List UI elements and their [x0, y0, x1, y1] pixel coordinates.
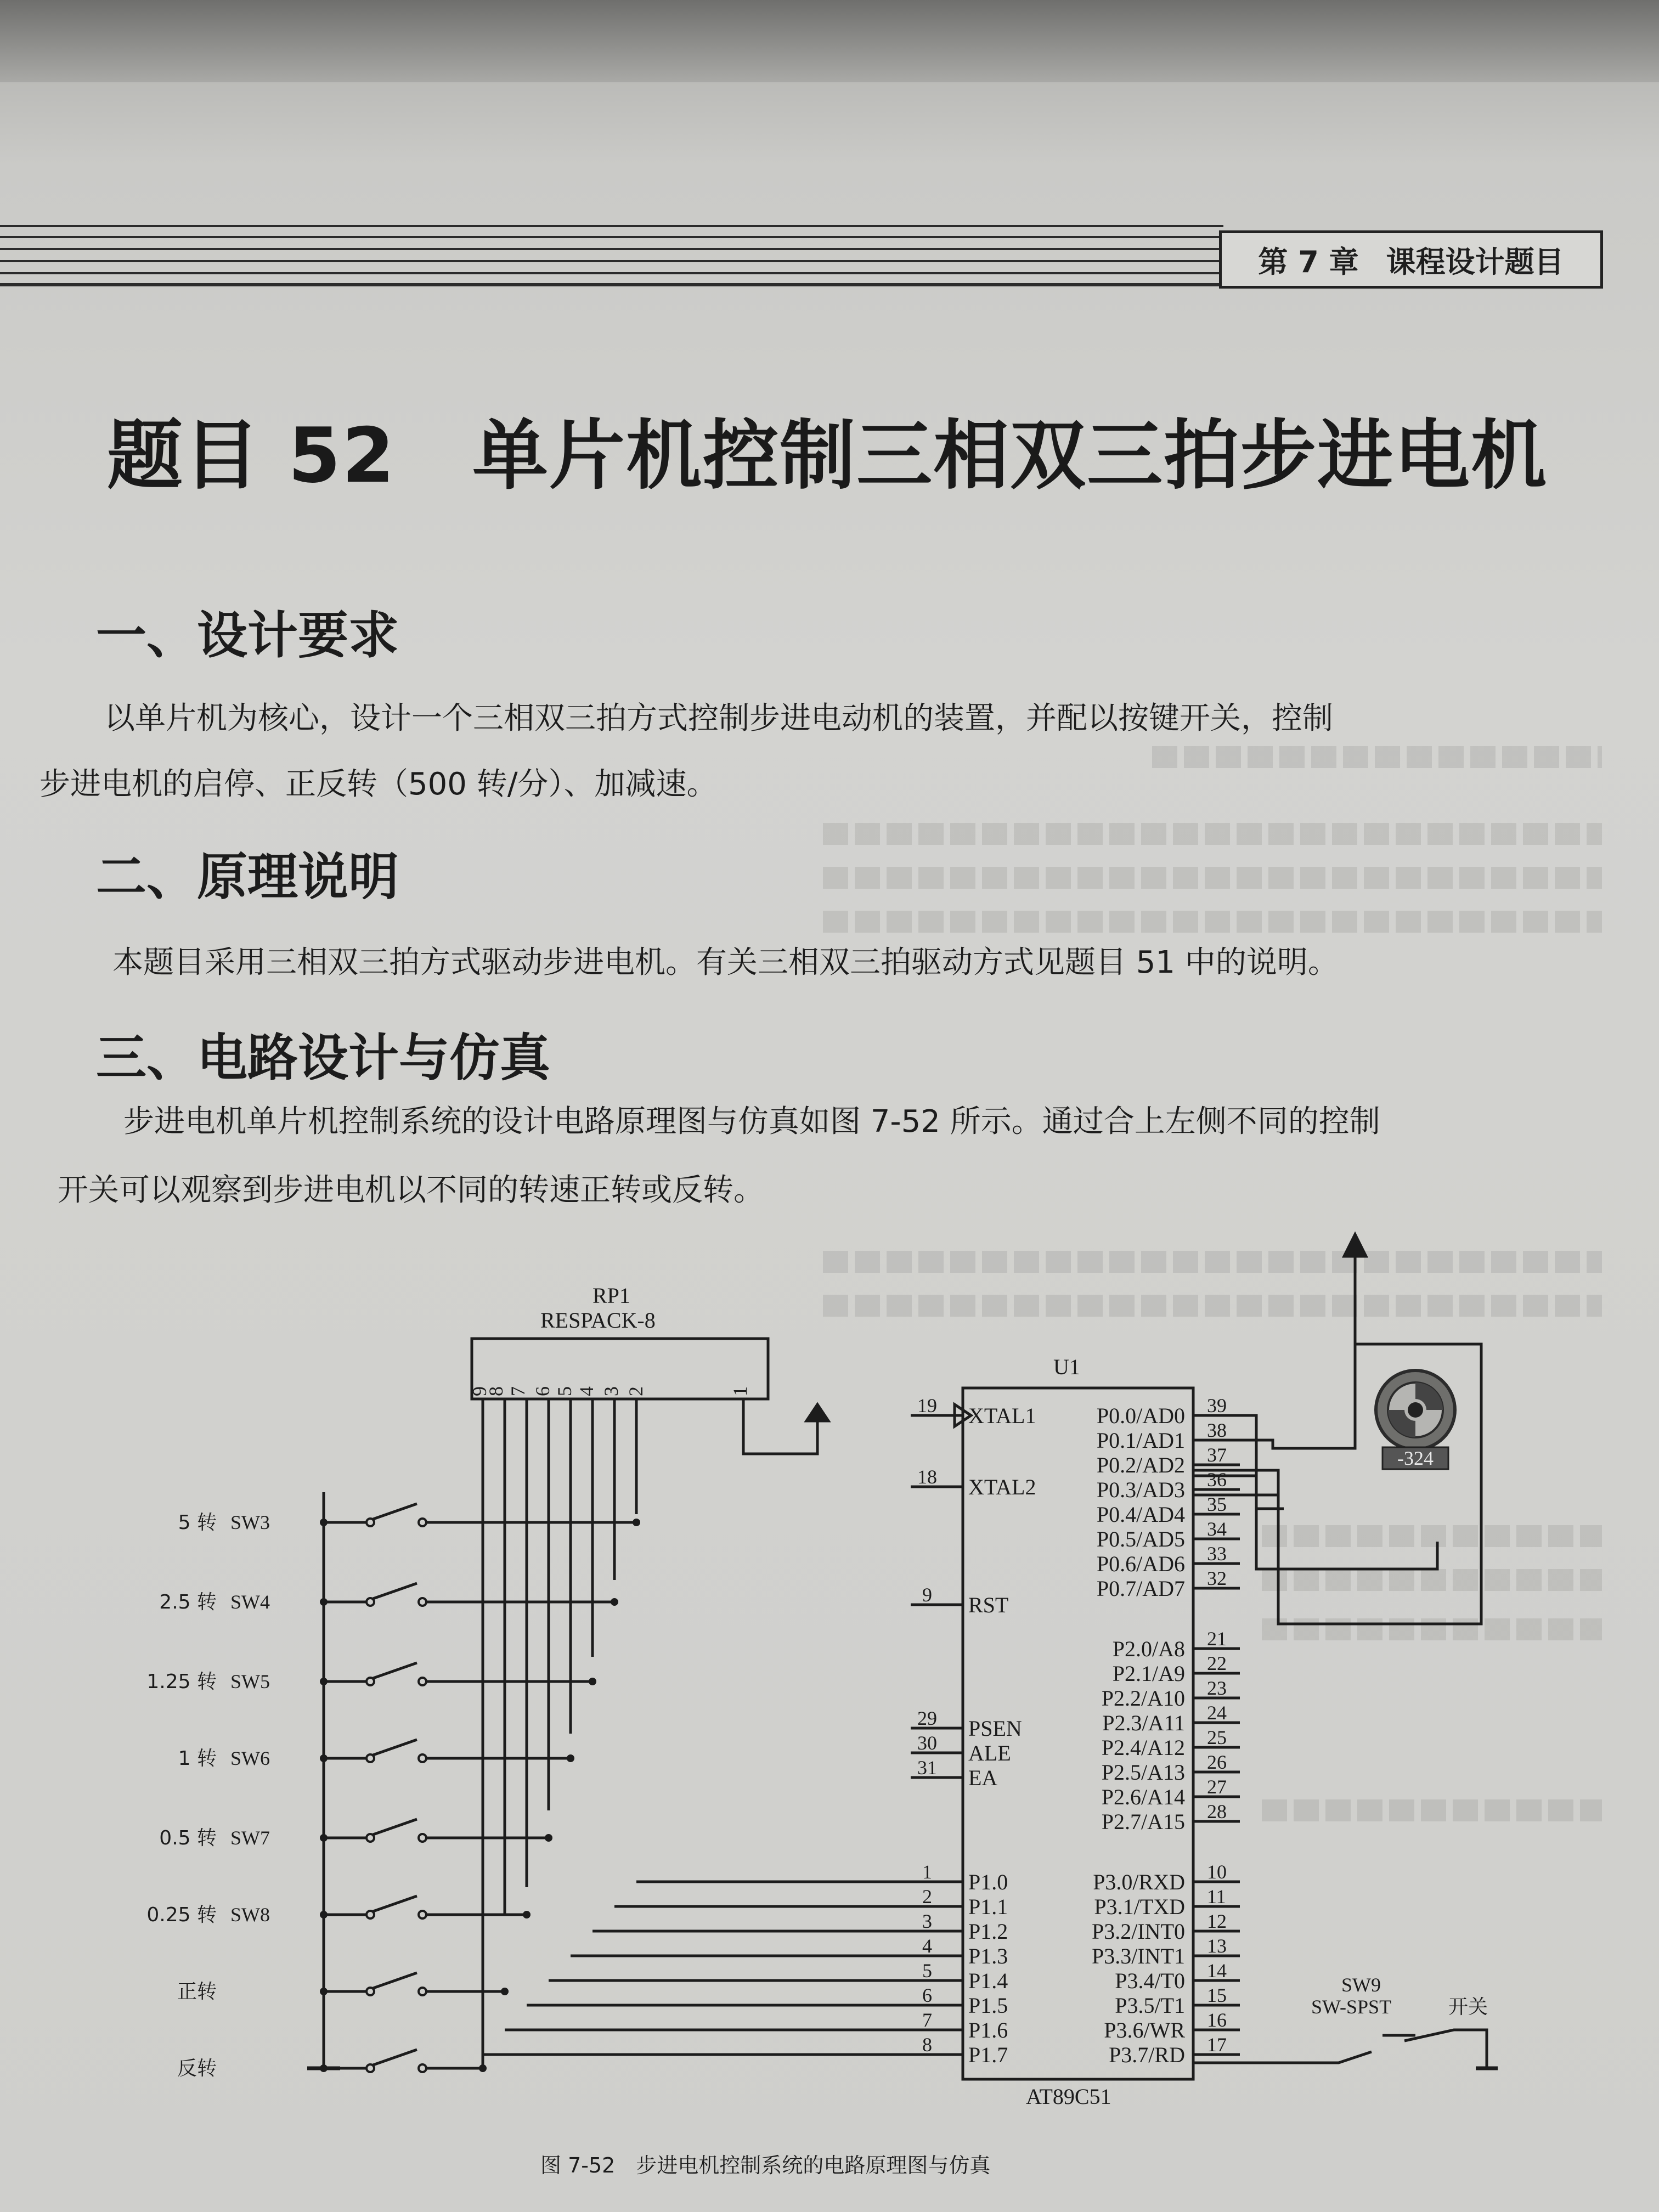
mcu-pin-name: PSEN — [968, 1716, 1022, 1741]
mcu-pin-name: P2.2/A10 — [1101, 1686, 1185, 1711]
mcu-pin-name: P1.7 — [968, 2042, 1008, 2067]
switch-speed-label: 5 转 — [178, 1511, 217, 1534]
mcu-pin-number: 10 — [1207, 1861, 1227, 1883]
mcu-pin-name: P1.1 — [968, 1894, 1008, 1919]
mcu-pin-name: P2.4/A12 — [1101, 1735, 1185, 1760]
mcu-pin-number: 6 — [922, 1984, 932, 2006]
mcu-pin-number: 5 — [922, 1960, 932, 1982]
mcu-pin-number: 2 — [922, 1886, 932, 1908]
mcu-pin-number: 1 — [922, 1861, 932, 1883]
mcu-pin-name: P2.7/A15 — [1101, 1809, 1185, 1834]
respack-pin-number: 9 — [469, 1386, 490, 1396]
chip-label: AT89C51 — [1026, 2084, 1111, 2109]
mcu-pin-name: P1.0 — [968, 1870, 1008, 1894]
sw9-caption: 开关 — [1448, 1996, 1488, 2018]
mcu-pin-number: 13 — [1207, 1935, 1227, 1957]
switch-lever[interactable] — [373, 1663, 417, 1678]
switch-lever[interactable] — [373, 1504, 417, 1519]
mcu-pin-name: P1.3 — [968, 1944, 1008, 1968]
rp1-label: RP1 — [592, 1283, 630, 1308]
mcu-pin-name: P1.6 — [968, 2018, 1008, 2042]
mcu-pin-number: 33 — [1207, 1543, 1227, 1565]
mcu-pin-name: P0.7/AD7 — [1096, 1576, 1185, 1601]
chapter-title: 课程设计题目 — [1386, 244, 1564, 279]
respack-pin-number: 5 — [554, 1386, 575, 1396]
mcu-pin-name: P0.4/AD4 — [1096, 1502, 1185, 1527]
u1-label: U1 — [1053, 1355, 1080, 1379]
switch-speed-label: 2.5 转 — [159, 1591, 217, 1613]
mcu-pin-number: 23 — [1207, 1677, 1227, 1699]
respack-pin-number: 1 — [729, 1386, 751, 1396]
mcu-pin-number: 22 — [1207, 1652, 1227, 1674]
mcu-pin-number: 34 — [1207, 1518, 1227, 1540]
mcu-pin-number: 18 — [917, 1466, 937, 1488]
switch-speed-label: 反转 — [177, 2057, 217, 2080]
mcu-pin-number: 27 — [1207, 1776, 1227, 1798]
respack-pin-number: 4 — [575, 1386, 597, 1396]
paragraph-line: 步进电机的启停、正反转（500 转/分）、加减速。 — [40, 766, 718, 802]
mcu-pin-name: P3.5/T1 — [1115, 1993, 1185, 2018]
motor-readout: -324 — [1397, 1447, 1434, 1469]
respack-pin-number: 3 — [600, 1386, 622, 1396]
switch-name: SW8 — [230, 1904, 270, 1926]
mcu-pin-name: P0.0/AD0 — [1096, 1403, 1185, 1428]
figure-caption: 图 7-52 步进电机控制系统的电路原理图与仿真 — [540, 2153, 991, 2177]
section-heading-2: 二、原理说明 — [96, 848, 399, 906]
mcu-pin-number: 38 — [1207, 1419, 1227, 1441]
mcu-pin-number: 21 — [1207, 1628, 1227, 1650]
mcu-pin-number: 36 — [1207, 1469, 1227, 1491]
switch-speed-label: 1 转 — [178, 1747, 217, 1770]
mcu-pin-name: XTAL2 — [968, 1475, 1036, 1499]
switch-contact — [366, 1519, 374, 1526]
mcu-pin-name: P1.5 — [968, 1993, 1008, 2018]
mcu-pin-number: 30 — [917, 1732, 937, 1754]
switch-contact — [366, 2064, 374, 2072]
mcu-pin-name: P3.7/RD — [1109, 2042, 1185, 2067]
switch-speed-label: 0.25 转 — [146, 1904, 217, 1926]
mcu-pin-name: ALE — [968, 1741, 1011, 1765]
respack-label: RESPACK-8 — [540, 1308, 656, 1333]
mcu-pin-number: 19 — [917, 1395, 937, 1417]
mcu-pin-number: 26 — [1207, 1751, 1227, 1773]
mcu-pin-number: 9 — [922, 1584, 932, 1606]
respack-pin-number: 7 — [507, 1386, 529, 1396]
mcu-pin-number: 25 — [1207, 1726, 1227, 1748]
mcu-pin-number: 4 — [922, 1935, 932, 1957]
switch-contact — [366, 1678, 374, 1685]
mcu-pin-name: P0.6/AD6 — [1096, 1551, 1185, 1576]
switch-contact — [366, 1754, 374, 1762]
respack-pin-number: 6 — [532, 1386, 554, 1396]
switch-speed-label: 正转 — [177, 1980, 217, 2003]
mcu-pin-name: P1.2 — [968, 1919, 1008, 1944]
mcu-pin-number: 7 — [922, 2009, 932, 2031]
switch-lever[interactable] — [373, 1973, 417, 1988]
mcu-pin-name: XTAL1 — [968, 1403, 1036, 1428]
switch-lever[interactable] — [373, 2050, 417, 2065]
switch-speed-label: 0.5 转 — [159, 1827, 217, 1849]
switch-lever[interactable] — [373, 1740, 417, 1755]
mcu-pin-name: P3.3/INT1 — [1092, 1944, 1185, 1968]
section-heading-3: 三、电路设计与仿真 — [96, 1029, 551, 1087]
mcu-pin-number: 29 — [917, 1707, 937, 1729]
switch-contact — [366, 1911, 374, 1918]
paragraph-line: 开关可以观察到步进电机以不同的转速正转或反转。 — [58, 1172, 764, 1208]
switch-lever[interactable] — [373, 1896, 417, 1911]
mcu-pin-number: 37 — [1207, 1444, 1227, 1466]
switch-name: SW7 — [230, 1827, 270, 1849]
mcu-pin-number: 3 — [922, 1910, 932, 1932]
mcu-pin-name: P2.3/A11 — [1102, 1711, 1185, 1735]
mcu-pin-name: P3.1/TXD — [1094, 1894, 1185, 1919]
mcu-pin-number: 15 — [1207, 1984, 1227, 2006]
mcu-pin-number: 12 — [1207, 1910, 1227, 1932]
switch-contact — [366, 1834, 374, 1842]
respack-pin-number: 2 — [625, 1386, 647, 1396]
switch-name: SW5 — [230, 1671, 270, 1692]
mcu-pin-name: P3.2/INT0 — [1092, 1919, 1185, 1944]
mcu-pin-name: P2.6/A14 — [1101, 1785, 1185, 1809]
mcu-pin-number: 17 — [1207, 2034, 1227, 2056]
sw9-label: SW9 — [1341, 1974, 1381, 1996]
sw9-type: SW-SPST — [1311, 1996, 1392, 2018]
switch-lever[interactable] — [373, 1819, 417, 1835]
mcu-pin-number: 35 — [1207, 1493, 1227, 1515]
mcu-pin-name: RST — [968, 1593, 1009, 1617]
mcu-pin-name: P2.1/A9 — [1112, 1661, 1185, 1686]
switch-name: SW6 — [230, 1747, 270, 1769]
mcu-pin-name: P2.0/A8 — [1112, 1637, 1185, 1661]
mcu-pin-number: 24 — [1207, 1702, 1227, 1724]
paragraph-line: 本题目采用三相双三拍方式驱动步进电机。有关三相双三拍驱动方式见题目 51 中的说明。 — [112, 945, 1339, 980]
switch-contact — [366, 1598, 374, 1606]
respack-pin-number: 8 — [485, 1386, 507, 1396]
page-title: 题目 52 单片机控制三相双三拍步进电机 — [107, 411, 1548, 500]
mcu-pin-name: P2.5/A13 — [1101, 1760, 1185, 1785]
mcu-pin-name: P3.4/T0 — [1115, 1968, 1185, 1993]
mcu-pin-name: P0.1/AD1 — [1096, 1428, 1185, 1453]
mcu-pin-number: 31 — [917, 1757, 937, 1779]
mcu-pin-number: 14 — [1207, 1960, 1227, 1982]
mcu-pin-name: P0.5/AD5 — [1096, 1527, 1185, 1551]
chapter-number: 第 7 章 — [1258, 244, 1359, 279]
switch-contact — [366, 1988, 374, 1995]
switch-name: SW4 — [230, 1591, 270, 1613]
mcu-pin-name: P3.0/RXD — [1093, 1870, 1185, 1894]
section-heading-1: 一、设计要求 — [96, 606, 399, 665]
mcu-pin-name: P1.4 — [968, 1968, 1008, 1993]
mcu-pin-number: 16 — [1207, 2009, 1227, 2031]
paragraph-line: 以单片机为核心，设计一个三相双三拍方式控制步进电动机的装置，并配以按键开关，控制 — [104, 701, 1333, 736]
mcu-pin-number: 32 — [1207, 1567, 1227, 1589]
paragraph-line: 步进电机单片机控制系统的设计电路原理图与仿真如图 7-52 所示。通过合上左侧不同的控制 — [123, 1104, 1380, 1139]
mcu-pin-name: P0.3/AD3 — [1096, 1477, 1185, 1502]
switch-lever[interactable] — [373, 1583, 417, 1599]
switch-speed-label: 1.25 转 — [146, 1671, 217, 1693]
mcu-pin-number: 28 — [1207, 1801, 1227, 1822]
switch-name: SW3 — [230, 1511, 270, 1533]
mcu-pin-name: P3.6/WR — [1104, 2018, 1185, 2042]
mcu-pin-number: 11 — [1207, 1886, 1226, 1908]
mcu-pin-name: EA — [968, 1765, 998, 1790]
mcu-pin-name: P0.2/AD2 — [1096, 1453, 1185, 1477]
mcu-pin-number: 8 — [922, 2034, 932, 2056]
mcu-pin-number: 39 — [1207, 1395, 1227, 1417]
